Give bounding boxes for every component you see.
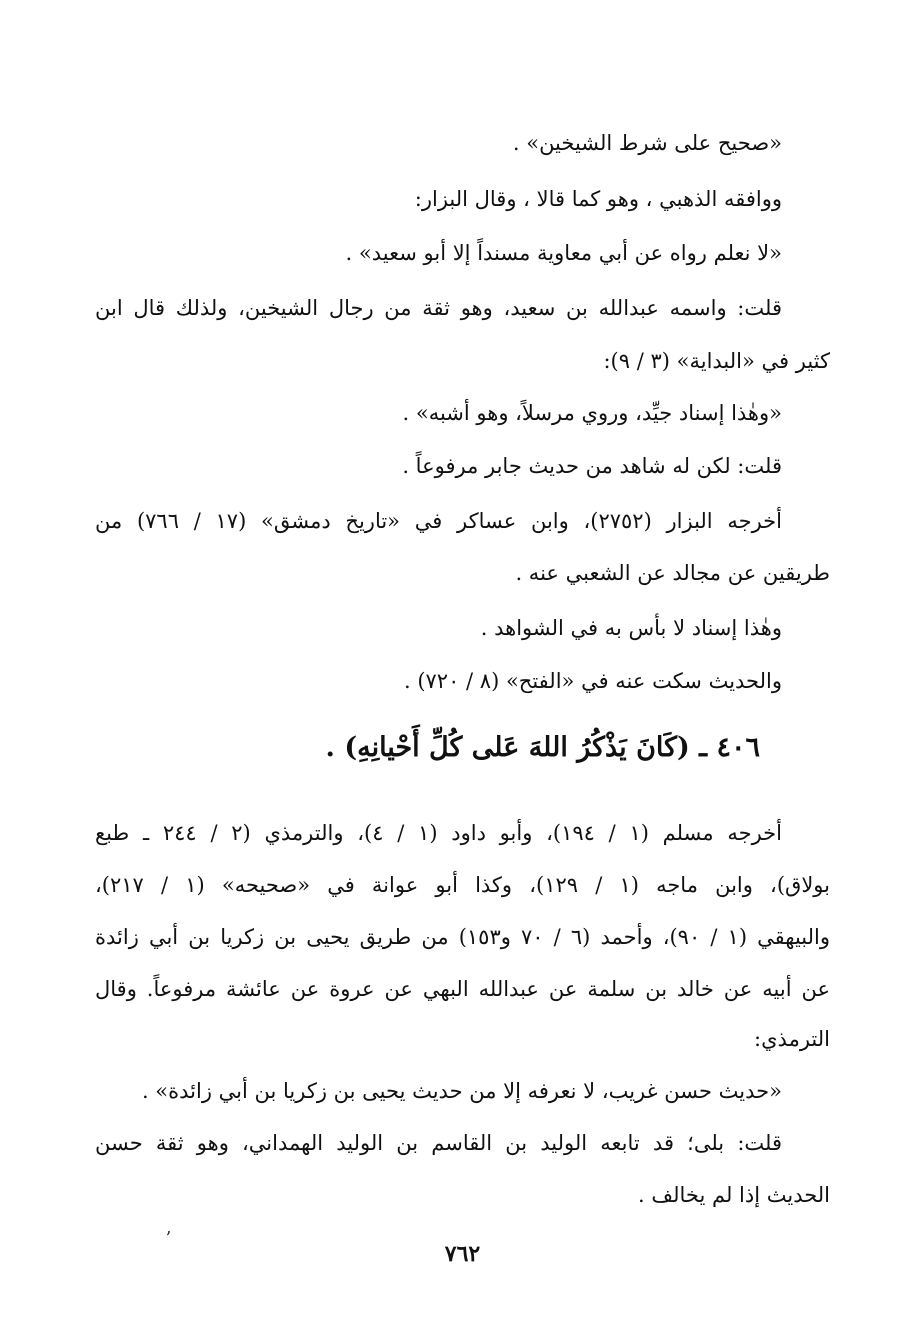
text-line: ووافقه الذهبي ، وهو كما قالا ، وقال البزار: [414,187,782,211]
text-line: «وهٰذا إسناد جيِّد، وروي مرسلاً، وهو أشبه» . [402,401,782,425]
text-line: أخرجه مسلم (١ / ١٩٤)، وأبو داود (١ / ٤)، والترمذي (٢ / ٢٤٤ ـ طبع [95,821,782,845]
stray-mark: ʼ [165,1228,171,1249]
text-line: «لا نعلم رواه عن أبي معاوية مسنداً إلا أبو سعيد» . [345,241,782,265]
text-line: وهٰذا إسناد لا بأس به في الشواهد . [480,616,782,640]
hadith-heading: ٤٠٦ ـ (كَانَ يَذْكُرُ اللهَ عَلى كُلِّ أَحْيانِهِ) . [325,732,760,763]
text-line: كثير في «البداية» (٣ / ٩): [603,349,830,373]
text-line: أخرجه البزار (٢٧٥٢)، وابن عساكر في «تاريخ دمشق» (١٧ / ٧٦٦) من [95,509,782,533]
text-line: «صحيح على شرط الشيخين» . [512,131,782,155]
text-line: الحديث إذا لم يخالف . [638,1183,830,1207]
text-line: طريقين عن مجالد عن الشعبي عنه . [515,561,830,585]
text-line: قلت: لكن له شاهد من حديث جابر مرفوعاً . [402,454,782,478]
text-line: «حديث حسن غريب، لا نعرفه إلا من حديث يحيى بن زكريا بن أبي زائدة» . [141,1079,782,1103]
text-line: عن أبيه عن خالد بن سلمة عن عبدالله البهي عن عروة عن عائشة مرفوعاً. وقال [95,977,830,1001]
page-number: ٧٦٢ [444,1241,481,1267]
text-line: قلت: بلى؛ قد تابعه الوليد بن القاسم بن الوليد الهمداني، وهو ثقة حسن [95,1131,782,1155]
text-line: قلت: واسمه عبدالله بن سعيد، وهو ثقة من رجال الشيخين، ولذلك قال ابن [95,296,782,320]
document-page [95,118,830,1268]
text-line: بولاق)، وابن ماجه (١ / ١٢٩)، وكذا أبو عوانة في «صحيحه» (١ / ٢١٧)، [95,873,830,897]
text-line: الترمذي: [754,1027,830,1051]
text-line: والبيهقي (١ / ٩٠)، وأحمد (٦ / ٧٠ و١٥٣) من طريق يحيى بن زكريا بن أبي زائدة [95,925,830,949]
text-line: والحديث سكت عنه في «الفتح» (٨ / ٧٢٠) . [403,669,782,693]
